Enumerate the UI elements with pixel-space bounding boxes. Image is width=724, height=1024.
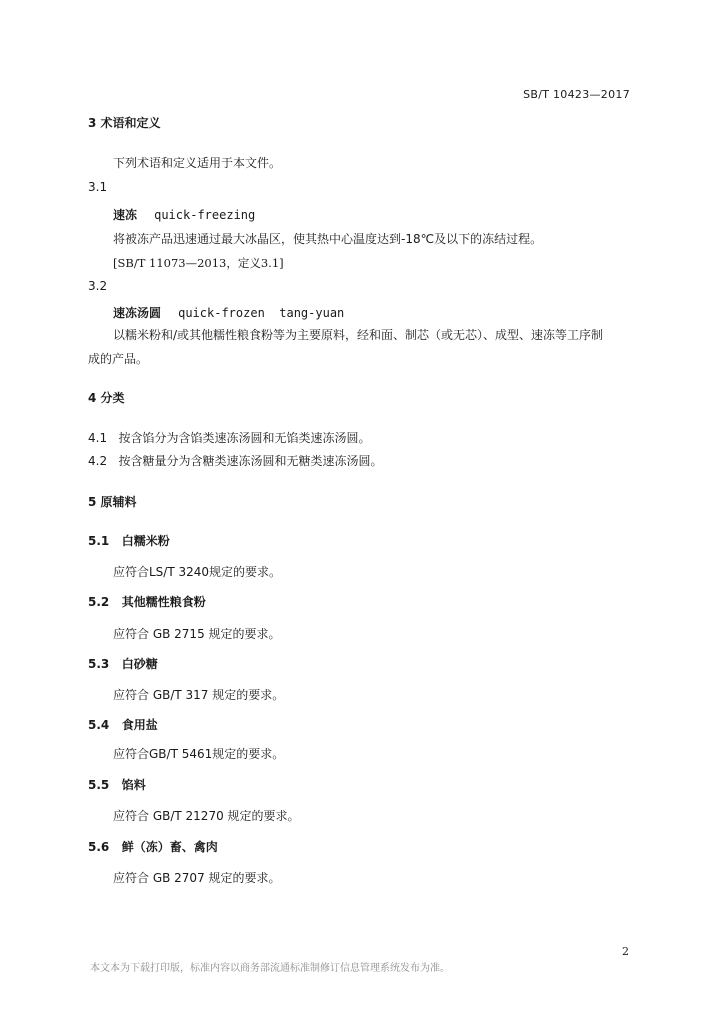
section-5-5-heading: 5.5 馅料 — [88, 778, 146, 792]
section-5-2-heading: 5.2 其他糯性粮食粉 — [88, 595, 206, 609]
section-5-5-text: 应符合 GB/T 21270 规定的要求。 — [113, 809, 300, 823]
definition-3-1-term — [113, 204, 255, 223]
definition-3-1-number: 3.1 — [88, 180, 108, 194]
section-4-item-2: 4.2 按含糖量分为含糖类速冻汤圆和无糖类速冻汤圆。 — [88, 454, 383, 468]
standard-code: SB/T 10423—2017 — [523, 88, 630, 101]
section-5-3-heading: 5.3 白砂糖 — [88, 657, 158, 671]
definition-3-2-text-line1: 以糯米粉和/或其他糯性粮食粉等为主要原料，经和面、制芯（或无芯）、成型、速冻等工序制 — [113, 328, 604, 342]
section-5-4-text: 应符合GB/T 5461规定的要求。 — [113, 747, 285, 761]
definition-3-1-source: [SB/T 11073—2013，定义3.1] — [113, 256, 284, 270]
section-4-item-1: 4.1 按含馅分为含馅类速冻汤圆和无馅类速冻汤圆。 — [88, 431, 371, 445]
definition-3-2-number: 3.2 — [88, 279, 108, 293]
definition-3-1-text: 将被冻产品迅速通过最大冰晶区，使其热中心温度达到-18℃及以下的冻结过程。 — [113, 232, 543, 246]
section-3-intro: 下列术语和定义适用于本文件。 — [113, 156, 282, 170]
term-en: quick-freezing — [154, 208, 256, 222]
section-5-1-text: 应符合LS/T 3240规定的要求。 — [113, 565, 282, 579]
section-5-6-heading: 5.6 鲜（冻）畜、禽肉 — [88, 840, 218, 854]
section-5-1-heading: 5.1 白糯米粉 — [88, 534, 170, 548]
term-cn: 速冻汤圆 — [113, 306, 162, 320]
section-5-title: 5 原辅料 — [88, 495, 137, 509]
term-en: quick-frozen tang-yuan — [178, 306, 345, 320]
section-5-4-heading: 5.4 食用盐 — [88, 718, 158, 732]
section-5-3-text: 应符合 GB/T 317 规定的要求。 — [113, 688, 285, 702]
definition-3-2-term — [113, 302, 344, 321]
page-number: 2 — [622, 945, 629, 958]
section-5-2-text: 应符合 GB 2715 规定的要求。 — [113, 627, 281, 641]
section-4-title: 4 分类 — [88, 391, 125, 405]
download-notice: 本文本为下载打印版，标准内容以商务部流通标准制修订信息管理系统发布为准。 — [90, 963, 450, 974]
section-5-6-text: 应符合 GB 2707 规定的要求。 — [113, 871, 281, 885]
term-cn: 速冻 — [113, 208, 138, 222]
definition-3-2-text-line2: 成的产品。 — [88, 352, 149, 366]
section-3-title: 3 术语和定义 — [88, 116, 161, 130]
